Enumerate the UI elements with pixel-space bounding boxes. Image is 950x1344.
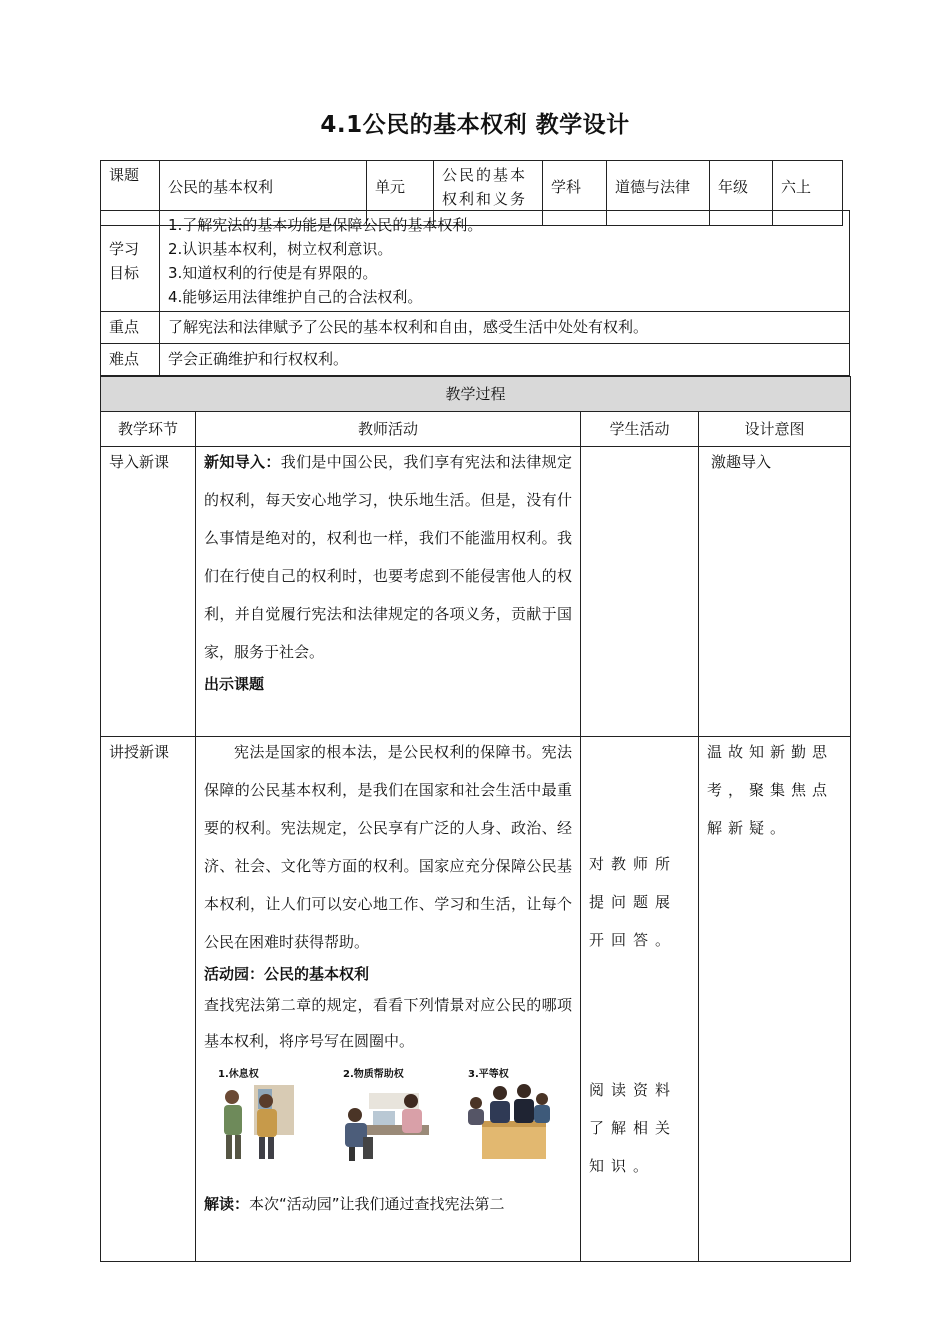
reading-bold: 解读： bbox=[204, 1195, 250, 1213]
reading-text: 本次“活动园”让我们通过查找宪法第二 bbox=[249, 1195, 505, 1213]
grade-value: 六上 bbox=[773, 161, 843, 226]
illustration-aid bbox=[329, 1063, 447, 1173]
pic-label: 1.休息权 bbox=[218, 1069, 259, 1080]
key-point-text: 了解宪法和法律赋予了公民的基本权利和自由，感受生活中处处有权利。 bbox=[160, 312, 850, 344]
document-title: 4.1公民的基本权利 教学设计 bbox=[320, 112, 630, 138]
lead-text: 我们是中国公民，我们享有宪法和法律规定的权利，每天安心地学习，快乐地生活。但是，没有什么事情是绝对的，权利也一样，我们不能滥用权利。我们在行使自己的权利时，也要考虑到不能侵害他人的权利，并自觉履行宪法和法律规定的各项义务，贡献于国家，服务于社会。 bbox=[204, 453, 572, 661]
difficulty-text: 学会正确维护和行权权利。 bbox=[160, 344, 850, 376]
header-intent: 设计意图 bbox=[699, 412, 851, 447]
unit-value: 公民的基本权利和义务 bbox=[434, 161, 543, 226]
teacher-new bbox=[196, 737, 581, 1262]
lead-bold: 新知导入： bbox=[204, 453, 281, 471]
goals-label-2: 目标 bbox=[109, 264, 140, 282]
pic-label: 2.物质帮助权 bbox=[343, 1069, 404, 1080]
subject-label: 学科 bbox=[543, 161, 607, 226]
difficulty-label: 难点 bbox=[101, 344, 160, 376]
goals-table bbox=[100, 210, 850, 376]
process-table bbox=[100, 376, 851, 1262]
teacher-intro bbox=[196, 447, 581, 737]
header-student: 学生活动 bbox=[581, 412, 699, 447]
stage-new: 讲授新课 bbox=[101, 737, 196, 1262]
student-reading: 阅读资料了解相关知识。 bbox=[589, 1081, 678, 1175]
goal-item: 3.知道权利的行使是有界限的。 bbox=[168, 264, 378, 282]
process-title: 教学过程 bbox=[101, 377, 851, 412]
goal-item: 1.了解宪法的基本功能是保障公民的基本权利。 bbox=[168, 216, 483, 234]
illustration-row bbox=[204, 1063, 572, 1173]
activity-title: 活动园：公民的基本权利 bbox=[204, 965, 370, 983]
student-new bbox=[581, 737, 699, 1262]
header-stage: 教学环节 bbox=[101, 412, 196, 447]
illustration-rest bbox=[204, 1063, 322, 1173]
goals-label bbox=[101, 211, 160, 312]
goals-list bbox=[160, 211, 850, 312]
header-teacher: 教师活动 bbox=[196, 412, 581, 447]
intent-review: 温故知新勤思考，聚集焦点解新疑。 bbox=[707, 743, 834, 837]
key-point-label: 重点 bbox=[101, 312, 160, 344]
para-constitution: 宪法是国家的根本法，是公民权利的保障书。宪法保障的公民基本权利，是我们在国家和社会生活中最重要的权利。宪法规定，公民享有广泛的人身、政治、经济、社会、文化等方面的权利。国家应充分保障公民基本权利，让人们可以安心地工作、学习和生活，让每个公民在困难时获得帮助。 bbox=[204, 743, 572, 951]
student-answer: 对教师所提问题展开回答。 bbox=[589, 855, 678, 949]
topic-label: 课题 bbox=[101, 161, 160, 226]
activity-text: 查找宪法第二章的规定，看看下列情景对应公民的哪项基本权利，将序号写在圆圈中。 bbox=[204, 996, 572, 1050]
goals-label-1: 学习 bbox=[109, 240, 140, 258]
intent-new bbox=[699, 737, 851, 1262]
show-topic: 出示课题 bbox=[204, 675, 265, 693]
goal-item: 2.认识基本权利，树立权利意识。 bbox=[168, 240, 393, 258]
subject-value: 道德与法律 bbox=[607, 161, 710, 226]
stage-intro: 导入新课 bbox=[101, 447, 196, 737]
student-intro bbox=[581, 447, 699, 737]
topic-value: 公民的基本权利 bbox=[160, 161, 367, 226]
intent-intro: 激趣导入 bbox=[699, 447, 851, 737]
goal-item: 4.能够运用法律维护自己的合法权利。 bbox=[168, 288, 423, 306]
unit-label: 单元 bbox=[367, 161, 434, 226]
pic-label: 3.平等权 bbox=[468, 1069, 509, 1080]
illustration-equal bbox=[454, 1063, 572, 1173]
grade-label: 年级 bbox=[710, 161, 773, 226]
